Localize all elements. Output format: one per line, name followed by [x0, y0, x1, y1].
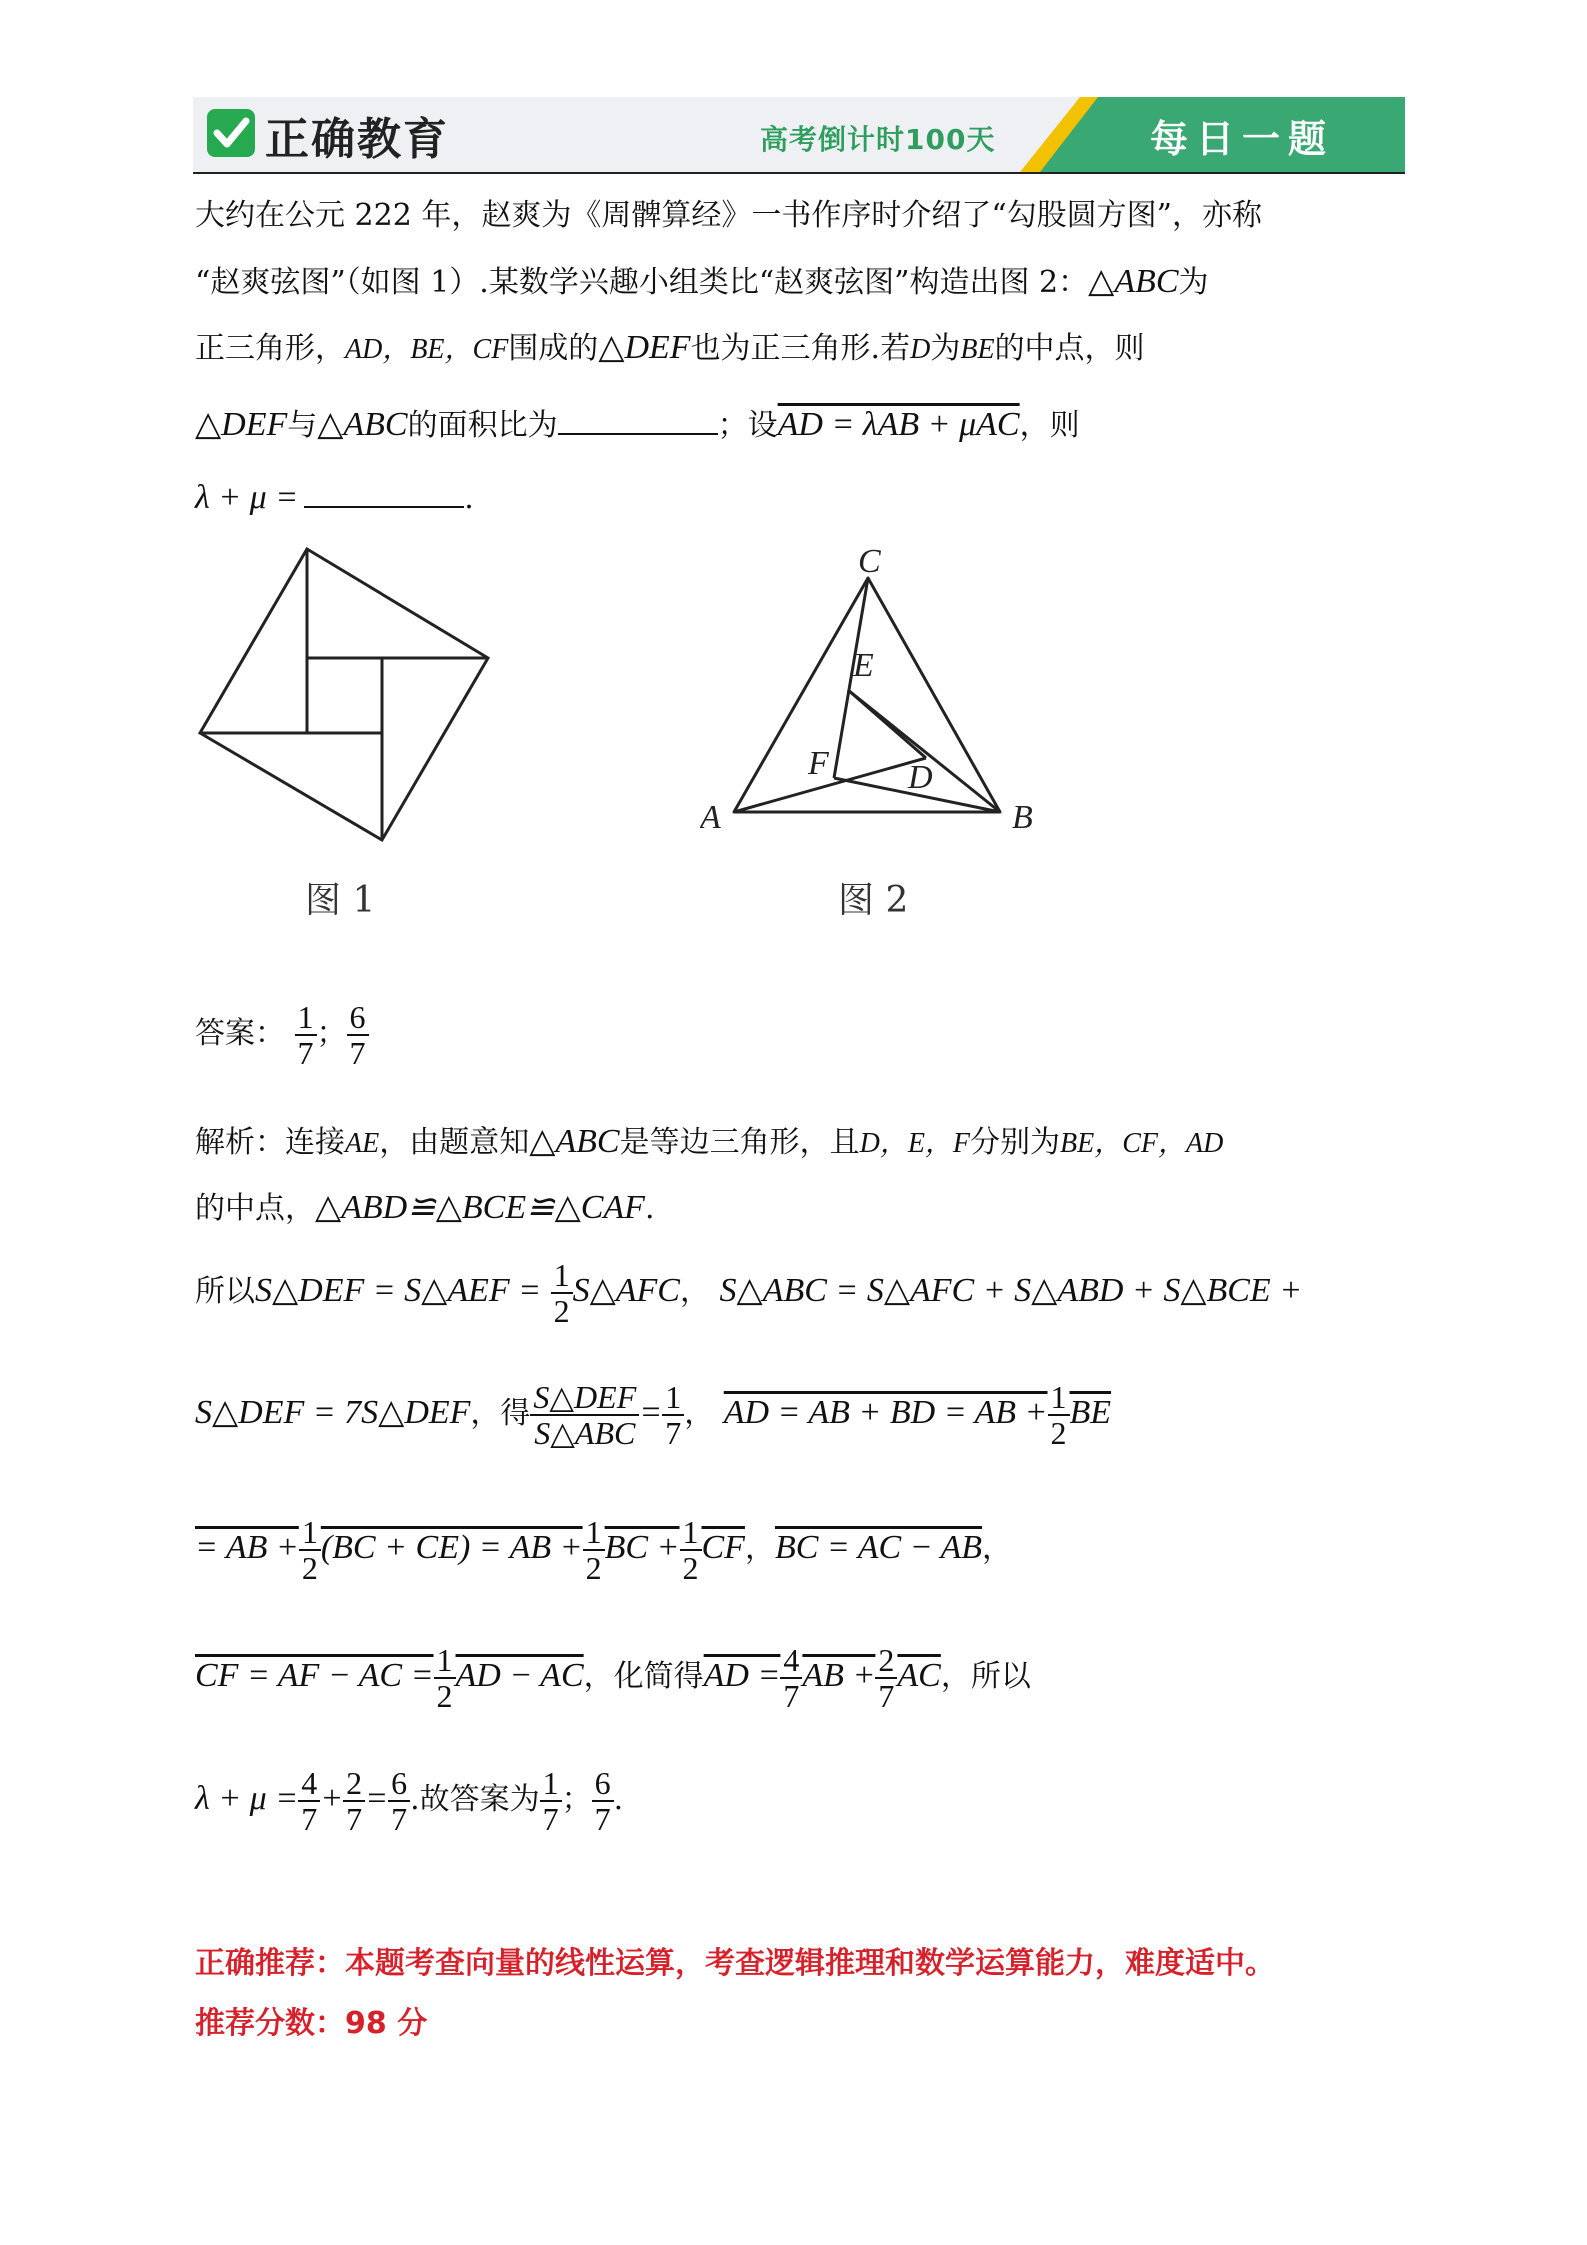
text-part: 分别为	[970, 1125, 1061, 1160]
text-part: 正三角形，	[195, 331, 345, 366]
answer-blank-2[interactable]	[304, 476, 464, 508]
text-part: 为	[930, 331, 961, 366]
answer-line	[195, 1000, 369, 1070]
logo-text: 正确教育	[265, 114, 449, 165]
answer-fraction-1: $\frac{1}{7}$	[295, 1000, 317, 1070]
text-part: 与	[287, 408, 318, 443]
fraction-half: $\frac{1}{2}$	[434, 1643, 456, 1713]
recommend-score: 推荐分数：98 分	[195, 2006, 428, 2041]
figure-2-label: 图 2	[838, 880, 909, 921]
point-f-label: F	[808, 745, 829, 782]
math-vector-bc: BC +	[604, 1529, 680, 1566]
math-segments: AD，BE，CF	[345, 334, 509, 365]
text-part: .	[613, 1782, 624, 1817]
problem-line-1: 大约在公元 222 年，赵爽为《周髀算经》一书作序时介绍了“勾股圆方图”，亦称	[195, 198, 1263, 233]
math-vector-ad: AD = AB + BD = AB +	[723, 1394, 1048, 1431]
math-area-def: S△DEF = 7S△DEF	[195, 1394, 471, 1431]
math-vector-ab: AB +	[802, 1657, 876, 1694]
fraction-seventh: $\frac{1}{7}$	[662, 1380, 684, 1450]
math-points: D，E，F	[859, 1128, 971, 1159]
math-segments: BE，CF，AD	[1060, 1128, 1224, 1159]
countdown-text: 高考倒计时100天	[760, 123, 996, 156]
text-part: 的中点，则	[994, 331, 1145, 366]
point-a-label: A	[700, 799, 721, 836]
fraction-half: $\frac{1}{2}$	[551, 1258, 573, 1328]
text-part: 所以	[195, 1274, 255, 1309]
fraction-area-ratio: $\frac{\text{S△DEF}}{\text{S△ABC}}$	[530, 1380, 639, 1450]
figure-2-diagram	[700, 540, 1060, 840]
fraction-half: $\frac{1}{2}$	[299, 1515, 321, 1585]
math-vector-cf: $\overline{CF}$	[701, 1529, 745, 1566]
math-equals: =	[365, 1780, 389, 1817]
math-vector-ac: $\overline{AC}$	[897, 1657, 941, 1694]
point-d-label: D	[908, 759, 933, 796]
fraction-2-7: $\frac{2}{7}$	[875, 1643, 897, 1713]
math-congruence: △ABD≌△BCE≌△CAF	[315, 1189, 645, 1226]
point-e-label: E	[853, 647, 874, 684]
text-part: ，	[680, 1274, 710, 1309]
text-part: ，则	[1019, 408, 1080, 443]
math-triangle-def: △DEF	[598, 329, 691, 366]
daily-title: 每日一题	[1150, 117, 1335, 161]
math-area-afc: S△AFC	[572, 1272, 680, 1309]
problem-line-2-text: “赵爽弦图”（如图 1）.某数学兴趣小组类比“赵爽弦图”构造出图 2：	[195, 265, 1089, 300]
math-segment-be: BE	[960, 334, 995, 365]
fraction-seventh: $\frac{1}{7}$	[540, 1766, 562, 1836]
fraction-half: $\frac{1}{2}$	[583, 1515, 605, 1585]
math-expr: AD − AC	[455, 1657, 584, 1694]
figure-1-label: 图 1	[305, 880, 376, 921]
text-part: ，化简得	[583, 1659, 704, 1694]
answer-fraction-2: $\frac{6}{7}$	[347, 1000, 369, 1070]
math-expr: = AB +	[195, 1529, 299, 1566]
fraction-half: $\frac{1}{2}$	[680, 1515, 702, 1585]
solution-line-2	[195, 1188, 655, 1229]
point-b-label: B	[1012, 799, 1033, 836]
math-triangle-abc: △ABC	[1088, 263, 1179, 300]
text-part: ，得	[470, 1396, 531, 1431]
math-expr: (BC + CE) = AB +	[320, 1529, 583, 1566]
math-equals: =	[639, 1394, 663, 1431]
math-ae: AE	[345, 1128, 380, 1159]
math-vector-bc-eq: BC = AC − AB	[774, 1529, 983, 1566]
header-divider	[193, 172, 1405, 174]
math-area-sum: S△ABC = S△AFC + S△ABD + S△BCE +	[719, 1272, 1303, 1309]
solution-line-3	[195, 1258, 1302, 1328]
recommend-text: 正确推荐：本题考查向量的线性运算，考查逻辑推理和数学运算能力，难度适中。	[195, 1946, 1275, 1981]
solution-line-1	[195, 1122, 1223, 1164]
text-part: 的面积比为	[407, 408, 558, 443]
problem-line-2	[195, 262, 1209, 303]
math-lambda-mu: λ + μ =	[195, 479, 299, 516]
answer-separator: ；	[316, 1016, 347, 1051]
math-lambda-mu: λ + μ =	[195, 1780, 299, 1817]
fraction-4-7: $\frac{4}{7}$	[298, 1766, 320, 1836]
fraction-2-7: $\frac{2}{7}$	[343, 1766, 365, 1836]
math-vector-cf-eq: CF = AF − AC =	[195, 1657, 434, 1694]
solution-line-7	[195, 1766, 623, 1836]
problem-line-3	[195, 328, 1145, 370]
solution-line-5	[195, 1515, 1012, 1585]
text-part: .故答案为	[410, 1782, 540, 1817]
fraction-6-7: $\frac{6}{7}$	[592, 1766, 614, 1836]
problem-line-5: λ + μ = .	[195, 476, 474, 519]
answer-blank-1[interactable]	[558, 403, 718, 435]
text-part: ，所以	[940, 1659, 1031, 1694]
solution-line-4	[195, 1380, 1111, 1450]
math-triangle-abc: △ABC	[317, 406, 408, 443]
problem-line-2-end: 为	[1178, 265, 1209, 300]
text-part: 围成的	[508, 331, 599, 366]
text-part: ，	[684, 1396, 715, 1431]
check-icon	[207, 109, 255, 157]
text-part: ，	[744, 1531, 775, 1566]
text-part: 是等边三角形，且	[619, 1125, 860, 1160]
point-c-label: C	[858, 543, 881, 580]
math-vector-equation: AD = λAB + μAC	[777, 406, 1020, 443]
math-vector-be: $\overline{BE}$	[1069, 1394, 1112, 1431]
text-part: ；设	[717, 408, 778, 443]
math-vector-ad: AD =	[703, 1657, 781, 1694]
text-part: 也为正三角形.若	[690, 331, 911, 366]
text-part: ，由题意知	[379, 1125, 530, 1160]
math-plus: +	[320, 1780, 344, 1817]
text-part: 的中点，	[195, 1191, 315, 1226]
problem-line-4	[195, 403, 1080, 446]
text-part: ；	[561, 1782, 592, 1817]
fraction-6-7: $\frac{6}{7}$	[388, 1766, 410, 1836]
solution-line-6	[195, 1643, 1031, 1713]
math-triangle-abc: △ABC	[529, 1123, 620, 1160]
text-part: .	[644, 1191, 655, 1226]
text-part: 解析：连接	[195, 1125, 345, 1160]
fraction-half: $\frac{1}{2}$	[1048, 1380, 1070, 1450]
math-point-d: D	[910, 334, 931, 365]
fraction-4-7: $\frac{4}{7}$	[780, 1643, 802, 1713]
text-part: ，	[982, 1531, 1013, 1566]
math-triangle-def: △DEF	[195, 406, 288, 443]
figure-1-diagram	[190, 535, 500, 850]
answer-label: 答案：	[195, 1016, 285, 1051]
math-area-eq: S△DEF = S△AEF =	[255, 1272, 542, 1309]
